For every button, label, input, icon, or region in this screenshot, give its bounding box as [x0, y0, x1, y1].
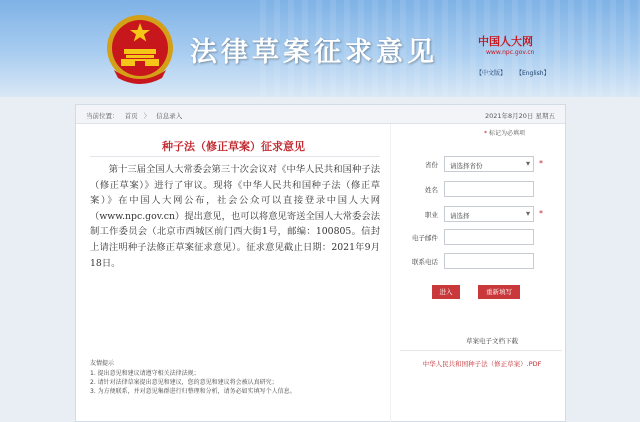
job-label: 职业 [425, 211, 438, 219]
province-label: 省份 [425, 161, 438, 169]
required-star: * [539, 159, 543, 168]
site-title: 法律草案征求意见 [190, 37, 438, 68]
breadcrumb-separator: 〉 [143, 112, 151, 120]
required-note-text: 标记为必填项 [489, 130, 526, 137]
job-select[interactable]: 请选择 ▾ [444, 206, 534, 222]
breadcrumb-label: 当前位置： [86, 112, 119, 120]
required-star: * [484, 130, 487, 137]
province-select[interactable]: 请选择省份 ▾ [444, 156, 534, 172]
form-row-name [392, 181, 565, 197]
tips-box [90, 359, 390, 396]
main-panel [75, 104, 566, 422]
npc-logo[interactable]: 中国人大网 [478, 35, 533, 48]
breadcrumb [86, 111, 186, 120]
submit-button[interactable]: 进入 [432, 285, 460, 299]
phone-input[interactable] [444, 253, 534, 269]
name-label: 姓名 [425, 186, 438, 194]
tips-item: 2. 请针对法律草案提出意见和建议，您的意见和建议将会被认真研究； [90, 379, 278, 386]
form-row-province [392, 156, 565, 172]
form-row-phone [392, 253, 565, 269]
download-title: 草案电子文档下载 [466, 337, 518, 345]
phone-label: 联系电话 [412, 258, 438, 266]
lang-english-link[interactable]: 【English】 [515, 70, 550, 77]
document-body: 第十三届全国人大常委会第三十次会议对《中华人民共和国种子法（修正草案）》进行了审议。现将《中华人民共和国种子法（修正草案）》在中国人大网公布，社会公众可以直接登录中国人大网（www.npc.gov.cn）提出意见，也可以将意见寄送全国人大常委会法制工作委员会（北京市西城区前门西大街1号，邮编：100805。信封上请注明种子法修正草案征求意见）。征求意见截止日期：2021年9月18日。 [90, 164, 380, 269]
breadcrumb-current: 信息录入 [156, 112, 183, 120]
title-divider [90, 156, 380, 157]
email-input[interactable] [444, 229, 534, 245]
comment-form [392, 124, 565, 422]
required-note [484, 128, 525, 137]
download-divider [400, 350, 562, 351]
tips-title: 友情提示 [90, 360, 115, 367]
tips-item: 3. 为方便联系，并对意见集群进行归整理和分析，请务必如实填写个人信息。 [90, 388, 296, 395]
download-pdf-link[interactable]: 中华人民共和国种子法（修正草案）.PDF [422, 360, 542, 368]
form-row-email [392, 229, 565, 245]
breadcrumb-home-link[interactable]: 首页 [124, 112, 138, 120]
current-date: 2021年8月20日 星期五 [484, 112, 555, 120]
header-banner [0, 0, 640, 97]
form-row-job [392, 206, 565, 222]
document-title: 种子法（修正草案）征求意见 [162, 140, 305, 153]
lang-chinese-link[interactable]: 【中文版】 [476, 70, 507, 77]
breadcrumb-bar [76, 105, 565, 124]
national-emblem-icon [104, 12, 176, 88]
document-column [76, 124, 391, 422]
name-input[interactable] [444, 181, 534, 197]
email-label: 电子邮件 [412, 234, 438, 242]
language-switcher [476, 68, 558, 77]
tips-item: 1. 提出意见和建议请遵守相关法律法规； [90, 370, 200, 377]
reset-button[interactable]: 重新填写 [478, 285, 520, 299]
npc-url[interactable]: www.npc.gov.cn [486, 49, 535, 56]
required-star: * [539, 209, 543, 218]
